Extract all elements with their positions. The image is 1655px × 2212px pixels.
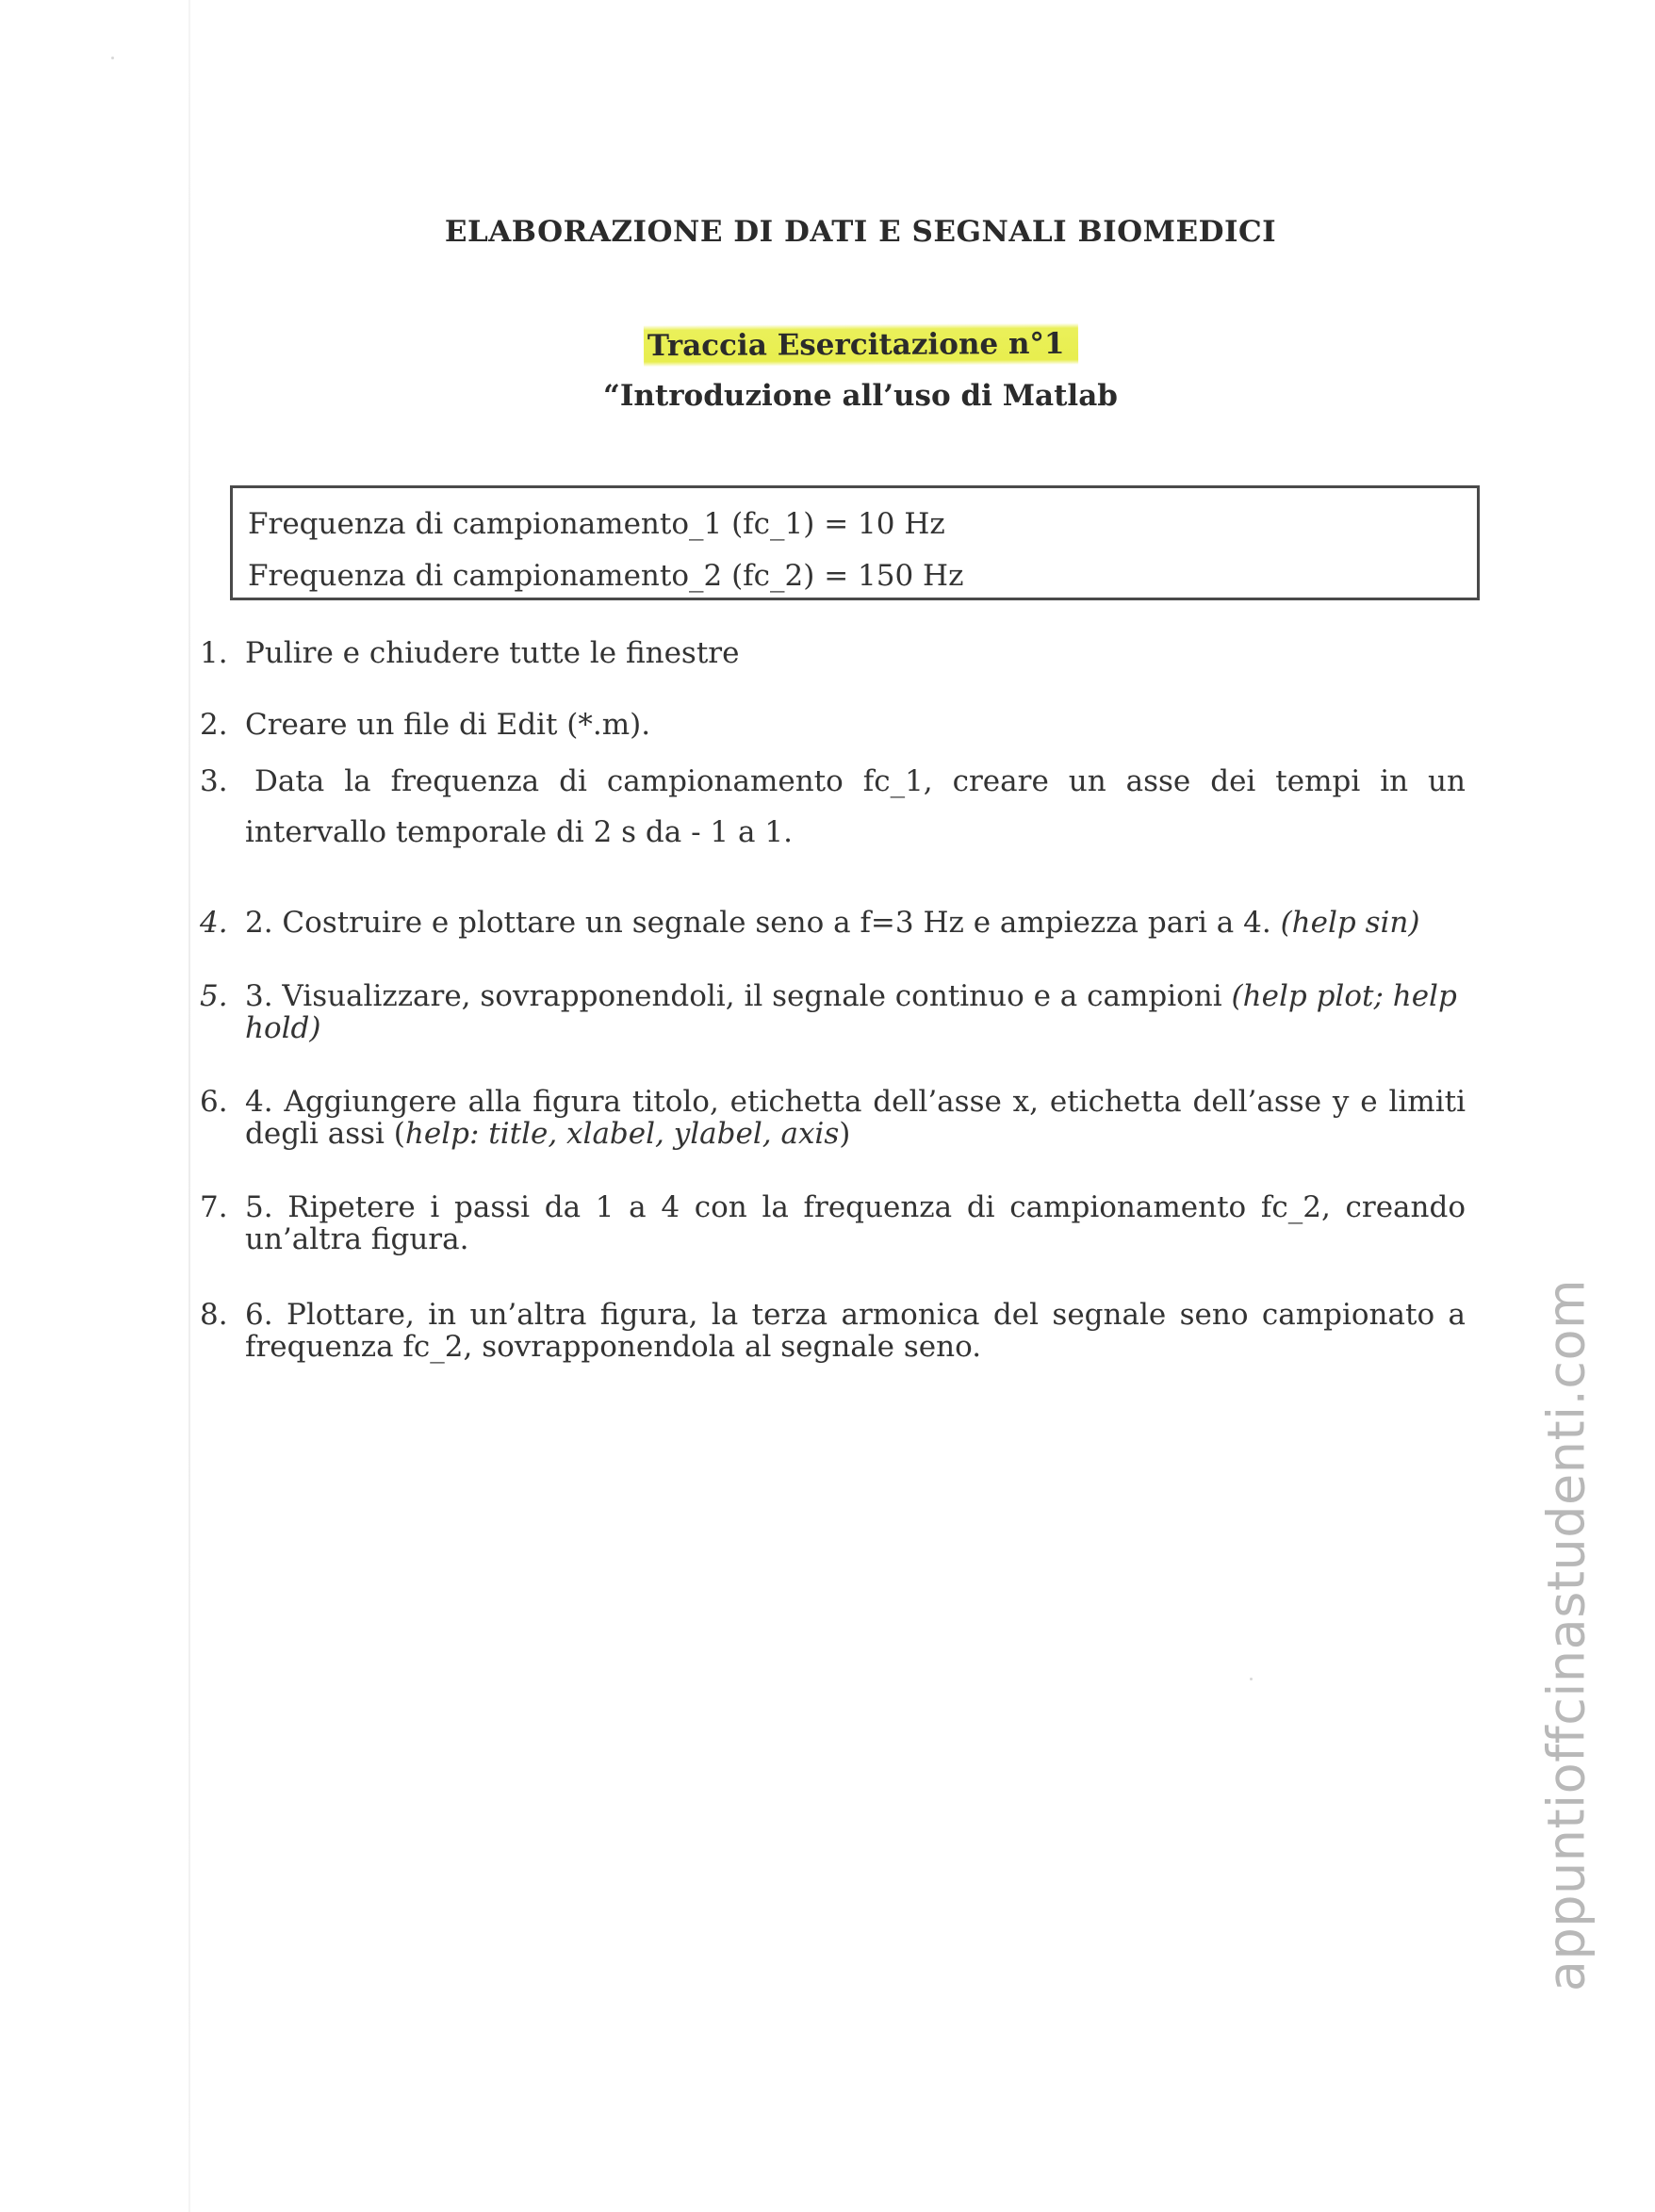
- item-text: Creare un file di Edit (*.m).: [245, 708, 651, 742]
- item-text-line1: 6. Plottare, in un’altra figura, la terza armonica del segnale seno campionato a: [245, 1298, 1466, 1332]
- sampling-frequency-2: Frequenza di campionamento_2 (fc_2) = 150 Hz: [248, 559, 964, 593]
- item-text: 3. Visualizzare, sovrapponendoli, il segnale continuo e a campioni: [245, 979, 1232, 1013]
- sampling-frequency-1: Frequenza di campionamento_1 (fc_1) = 10 Hz: [248, 507, 945, 541]
- watermark: [1536, 1278, 1597, 1992]
- highlighted-subtitle: Traccia Esercitazione n°1: [644, 323, 1078, 367]
- parameters-box: [230, 485, 1480, 600]
- subtitle-wrap: [0, 324, 1655, 366]
- item-text-line1: 4. Aggiungere alla figura titolo, etichetta dell’asse x, etichetta dell’asse y e limiti: [245, 1085, 1466, 1119]
- item-number: 5.: [200, 979, 228, 1013]
- item-text: Pulire e chiudere tutte le finestre: [245, 636, 740, 670]
- item-text-line2: intervallo temporale di 2 s da - 1 a 1.: [245, 815, 793, 849]
- item-text-line1: 5. Ripetere i passi da 1 a 4 con la frequenza di campionamento fc_2, creando: [245, 1190, 1466, 1224]
- item-text-line1: Data la frequenza di campionamento fc_1, creare un asse dei tempi in un: [254, 764, 1466, 798]
- item-number: 1.: [200, 636, 228, 670]
- item-number: 2.: [200, 708, 228, 742]
- matlab-help-hint: help: title, xlabel, ylabel, axis: [404, 1117, 840, 1151]
- item-number: 7.: [200, 1190, 228, 1224]
- item-number: 3.: [200, 764, 228, 798]
- item-number: 6.: [200, 1085, 228, 1119]
- scan-speck: [1250, 1678, 1253, 1680]
- item-number: 8.: [200, 1298, 228, 1332]
- item-number: 4.: [200, 906, 228, 940]
- item-text-line2: degli assi (: [245, 1117, 405, 1151]
- watermark-text: appuntioffcinastudenti.com: [1536, 1278, 1597, 1992]
- scan-speck: [111, 57, 114, 59]
- matlab-help-hint-continued: hold): [245, 1011, 321, 1045]
- exercise-topic: “Introduzione all’uso di Matlab: [603, 379, 1118, 413]
- item-text: 2. Costruire e plottare un segnale seno a f=3 Hz e ampiezza pari a 4.: [245, 906, 1281, 940]
- item-text-line2: frequenza fc_2, sovrapponendola al segnale seno.: [245, 1330, 982, 1364]
- document-title: ELABORAZIONE DI DATI E SEGNALI BIOMEDICI: [444, 215, 1277, 249]
- item-text-line2: un’altra figura.: [245, 1222, 469, 1256]
- item-text-end: ): [839, 1117, 851, 1151]
- matlab-help-hint: (help plot; help: [1231, 979, 1457, 1013]
- matlab-help-hint: (help sin): [1280, 906, 1420, 940]
